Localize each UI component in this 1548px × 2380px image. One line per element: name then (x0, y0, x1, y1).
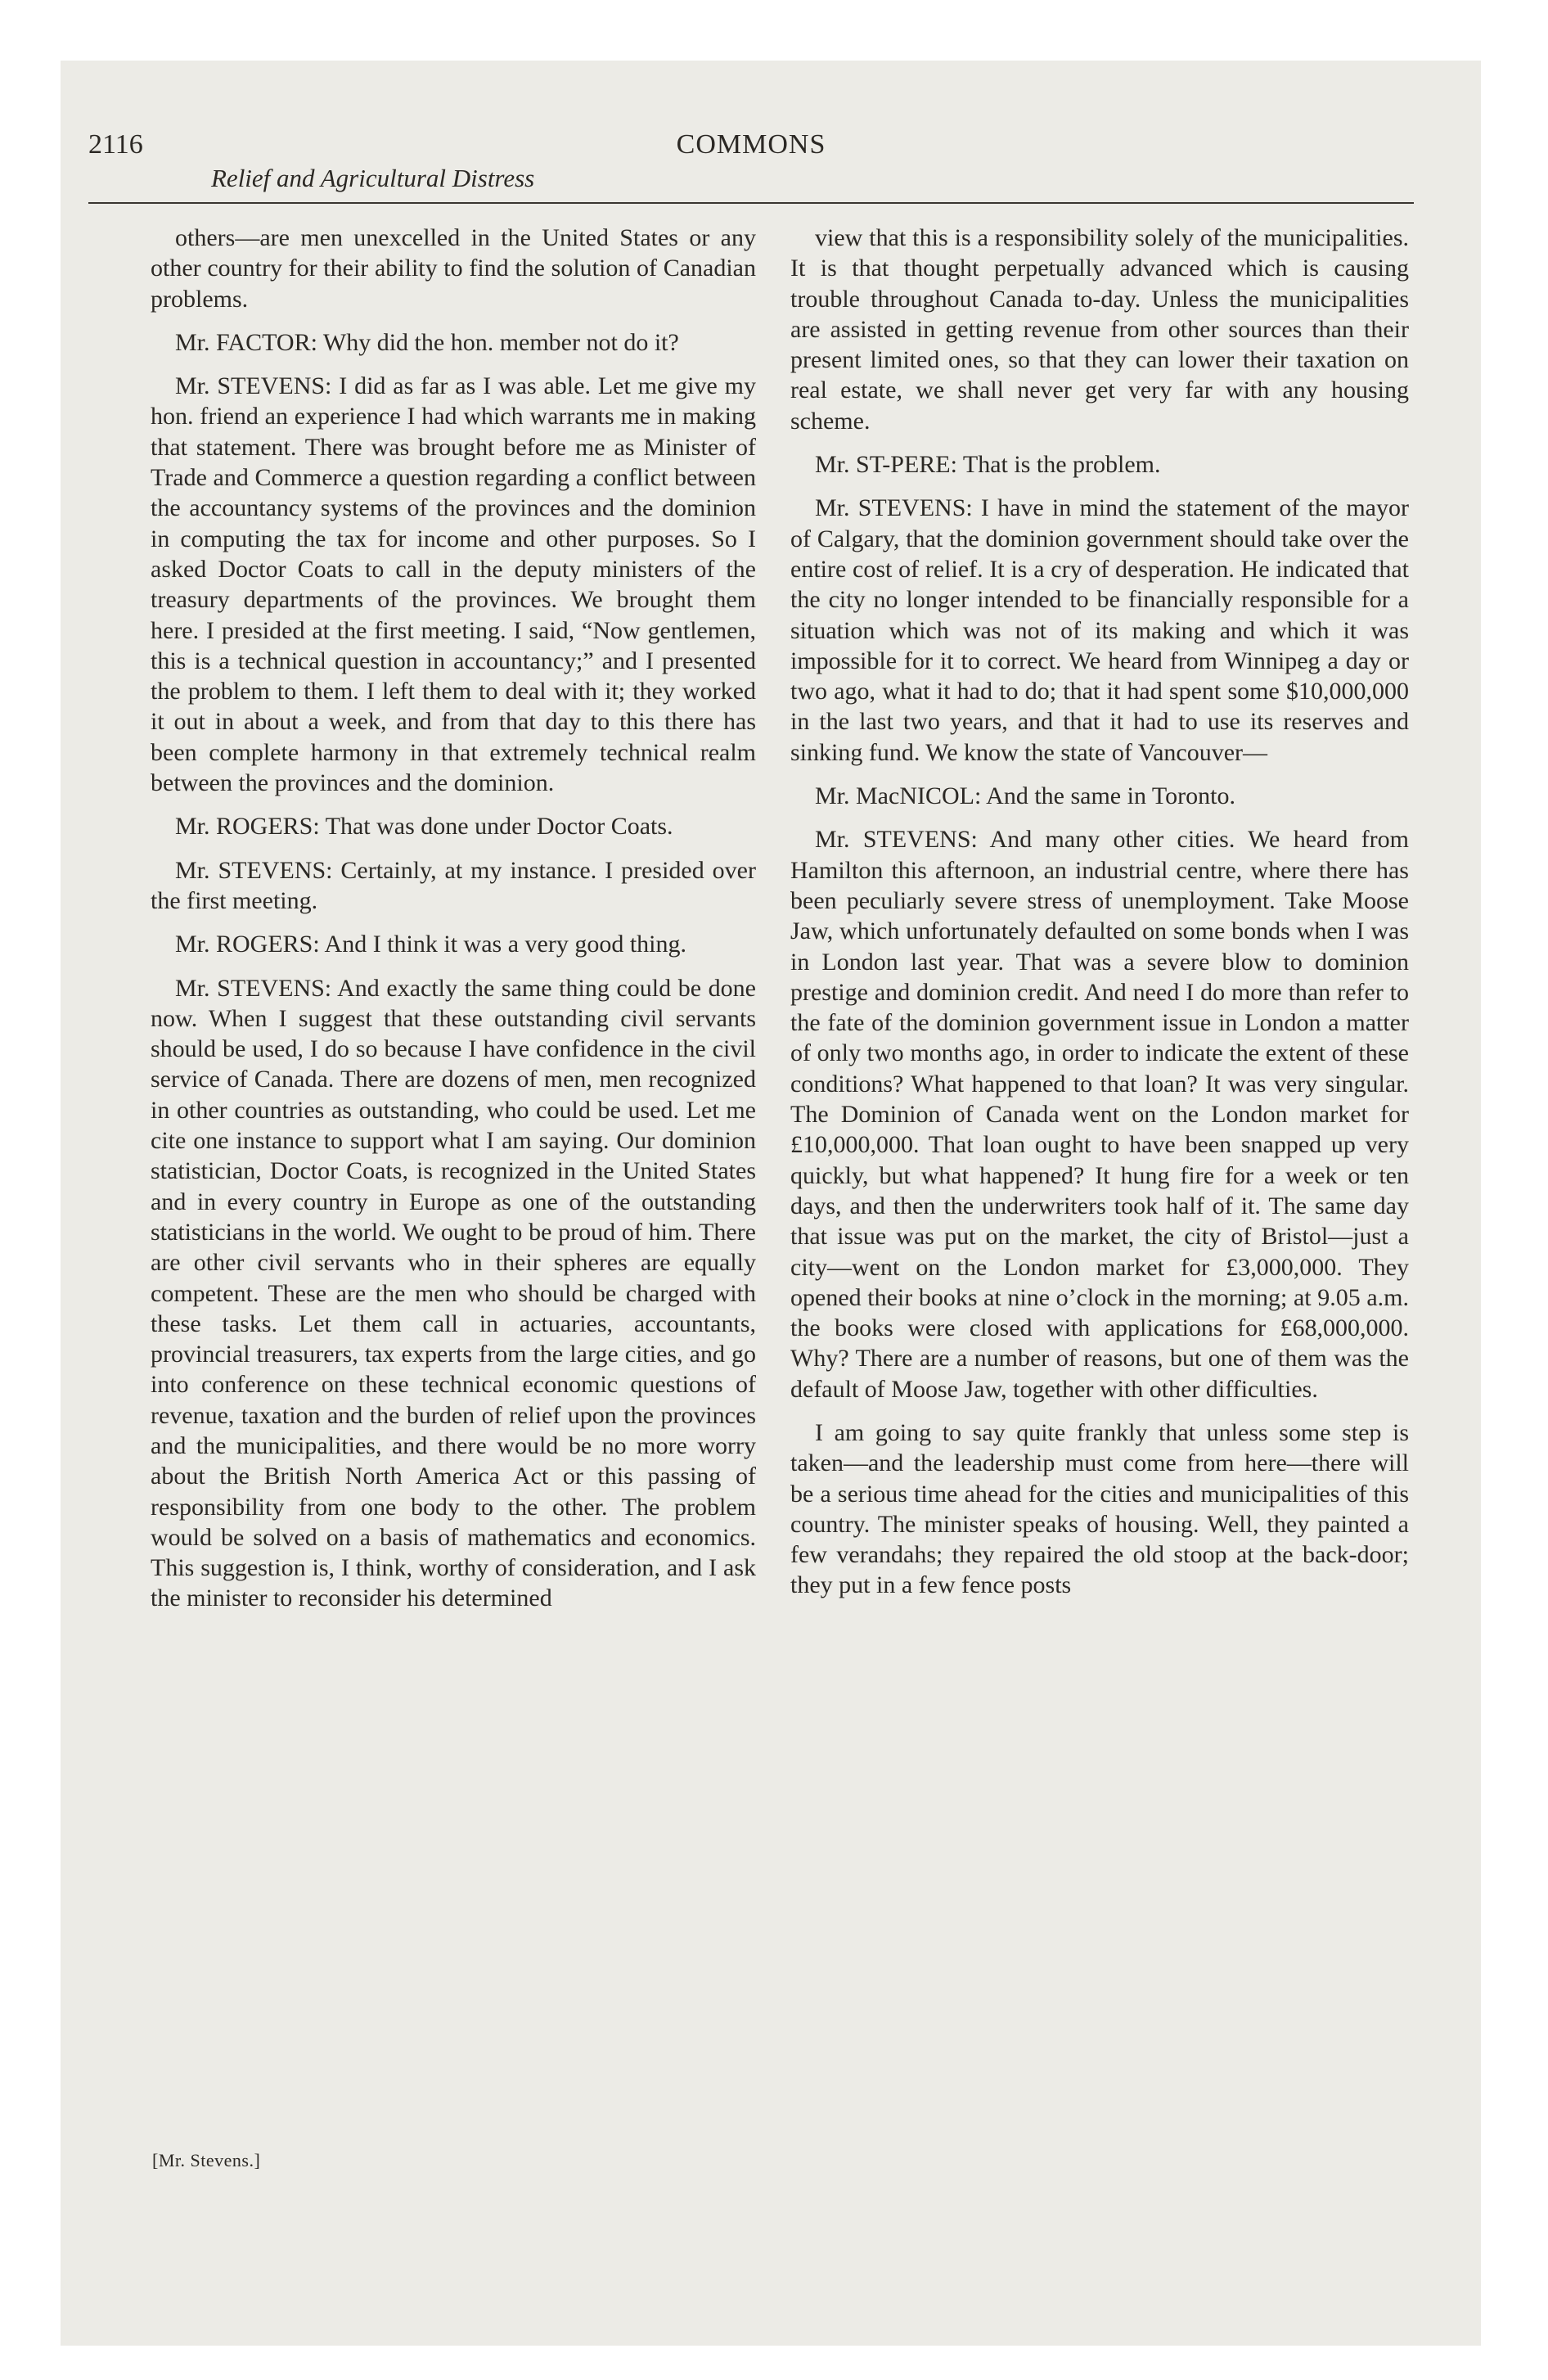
header-rule (88, 202, 1414, 204)
paragraph: Mr. STEVENS: Certainly, at my instance. I presided over the first meeting. (151, 856, 756, 914)
paragraph: Mr. MacNICOL: And the same in Toronto. (815, 782, 1235, 810)
speaker-footnote: [Mr. Stevens.] (152, 2150, 261, 2170)
paragraph: Mr. STEVENS: And many other cities. We heard from Hamilton this afternoon, an industrial centre, where there has been peculiarly severe stress of unemployment. Take Moose Jaw, which unfortunately defaulted on some bonds when I was in London last year. That was a severe blow to dominion prestige and dominion credit. And need I do more than refer to the fate of the dominion government issue in London a matter of only two months ago, in order to indicate the extent of these conditions? What happened to that loan? It was very singular. The Dominion of Canada went on the London market for £10,000,000. That loan ought to have been snapped up very quickly, but what happened? It hung fire for a week or ten days, and then the underwriters took half of it. The same day that issue was put on the market, the city of Bristol—just a city—went on the London market for £3,000,000. They opened their books at nine o’clock in the morning; at 9.05 a.m. the books were closed with applications for £68,000,000. Why? There are a number of reasons, but one of them was the default of Moose Jaw, together with other difficulties. (790, 826, 1409, 1403)
right-column (790, 223, 1409, 1614)
paragraph: Mr. STEVENS: I have in mind the statement of the mayor of Calgary, that the dominion government should take over the entire cost of relief. It is a cry of desperation. He indicated that the city no longer intended to be financially responsible for a situation which was not of its making and which it was impossible for it to correct. We heard from Winnipeg a day or two ago, what it had to do; that it had spent some $10,000,000 in the last two years, and that it had to use its reserves and sinking fund. We know the state of Vancouver— (790, 494, 1409, 766)
paragraph: view that this is a responsibility solely of the municipalities. It is that thought perpetually advanced which is causing trouble throughout Canada to-day. Unless the municipalities are assisted in getting revenue from other sources than their present limited ones, so that they can lower their taxation on real estate, we shall never get very far with any housing scheme. (790, 224, 1409, 435)
running-title: Relief and Agricultural Distress (211, 164, 535, 192)
paragraph: others—are men unexcelled in the United States or any other country for their ability to find the solution of Canadian problems. (151, 224, 756, 313)
paragraph: Mr. ROGERS: That was done under Doctor Coats. (175, 813, 673, 841)
paragraph: Mr. ROGERS: And I think it was a very good thing. (175, 931, 686, 958)
paragraph: Mr. STEVENS: And exactly the same thing could be done now. When I suggest that these outstanding civil servants should be used, I do so because I have confidence in the civil service of Canada. There are dozens of men, men recognized in other countries as outstanding, who could be used. Let me cite one instance to support what I am saying. Our dominion statistician, Doctor Coats, is recognized in the United States and in every country in Europe as one of the outstanding statisticians in the world. We ought to be proud of him. There are other civil servants who in their spheres are equally competent. These are the men who should be charged with these tasks. Let them call in actuaries, accountants, provincial treasurers, tax experts from the large cities, and go into conference on these technical economic questions of revenue, taxation and the burden of relief upon the provinces and the municipalities, and there would be no more worry about the British North America Act or this passing of responsibility from one body to the other. The problem would be solved on a basis of mathematics and economics. This suggestion is, I think, worthy of consideration, and I ask the minister to reconsider his determined (151, 974, 756, 1612)
paragraph: Mr. ST-PERE: That is the problem. (815, 451, 1161, 479)
section-title: COMMONS (676, 129, 826, 160)
paragraph: Mr. FACTOR: Why did the hon. member not do it? (175, 328, 679, 356)
paragraph: Mr. STEVENS: I did as far as I was able. Let me give my hon. friend an experience I had which warrants me in making that statement. There was brought before me as Minister of Trade and Commerce a question regarding a conflict between the accountancy systems of the provinces and the dominion in computing the tax for income and other purposes. So I asked Doctor Coats to call in the deputy ministers of the treasury departments of the provinces. We brought them here. I presided at the first meeting. I said, “Now gentlemen, this is a technical question in accountancy;” and I presented the problem to them. I left them to deal with it; they worked it out in about a week, and from that day to this there has been complete harmony in that extremely technical realm between the provinces and the dominion. (151, 372, 756, 797)
left-column (151, 223, 756, 1627)
paragraph: I am going to say quite frankly that unless some step is taken—and the leadership must come from here—there will be a serious time ahead for the cities and municipalities of this country. The minister speaks of housing. Well, they painted a few verandahs; they repaired the old stoop at the back-door; they put in a few fence posts (790, 1418, 1409, 1599)
page-number: 2116 (88, 129, 143, 160)
page-header (88, 123, 1414, 201)
